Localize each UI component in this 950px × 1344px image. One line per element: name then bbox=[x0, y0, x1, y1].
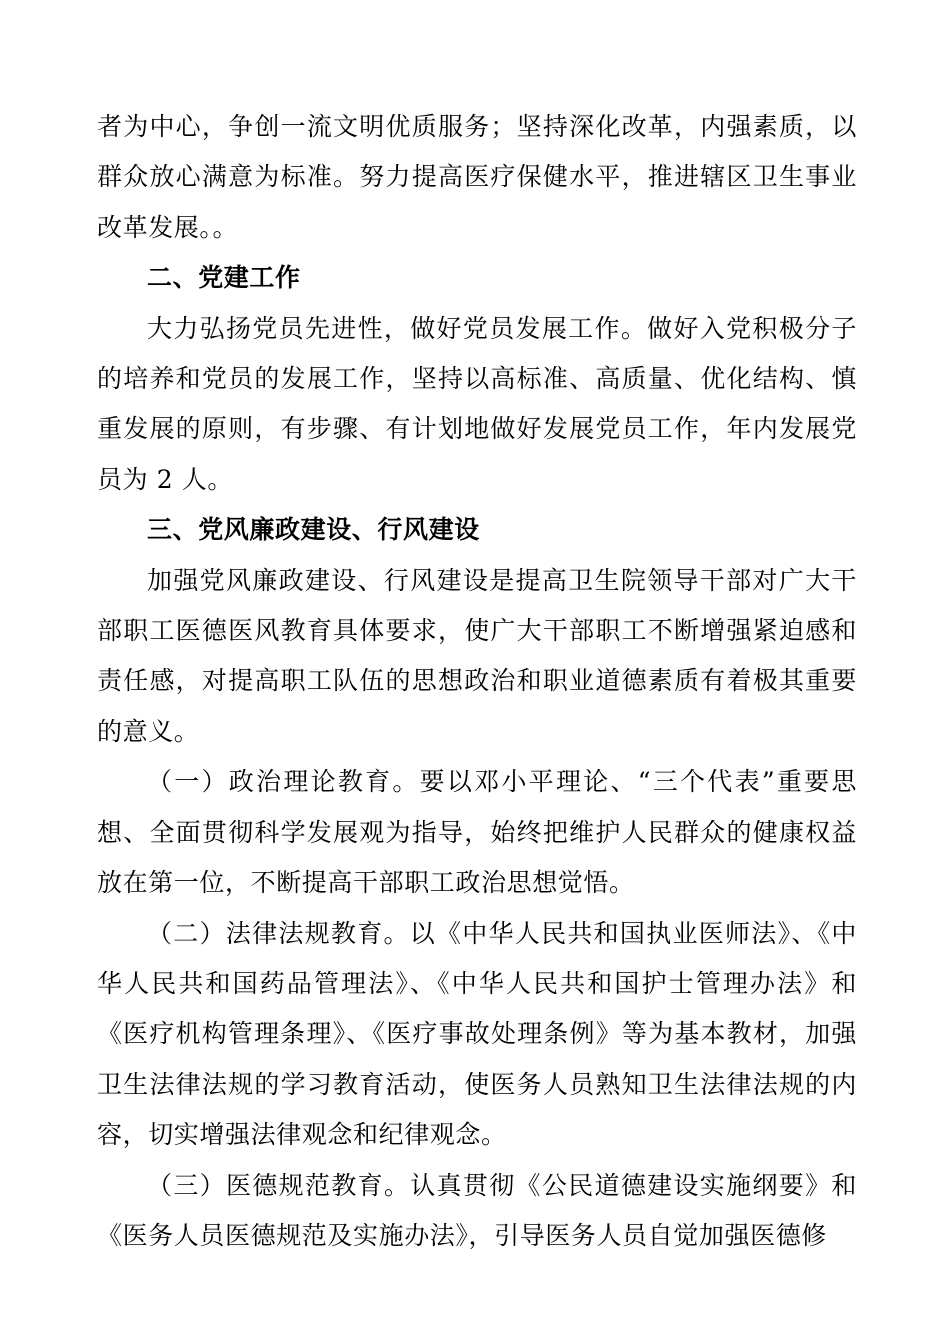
paragraph-law-regulation-education: （二）法律法规教育。以《中华人民共和国执业医师法》、《中华人民共和国药品管理法》、《中华人民共和国护士管理办法》和《医疗机构管理条理》、《医疗事故处理条例》等为基本教材，加强卫生法律法规的学习教育活动，使医务人员熟知卫生法律法规的内容，切实增强法律观念和纪律观念。 bbox=[97, 918, 857, 1150]
paragraph-medical-ethics-education: （三）医德规范教育。认真贯彻《公民道德建设实施纲要》和《医务人员医德规范及实施办法》，引导医务人员自觉加强医德修 bbox=[97, 1170, 857, 1250]
paragraph-continuation: 者为中心，争创一流文明优质服务；坚持深化改革，内强素质，以群众放心满意为标准。努力提高医疗保健水平，推进辖区卫生事业改革发展。。 bbox=[97, 112, 857, 242]
paragraph-political-theory-education: （一）政治理论教育。要以邓小平理论、“三个代表”重要思想、全面贯彻科学发展观为指导，始终把维护人民群众的健康权益放在第一位，不断提高干部职工政治思想觉悟。 bbox=[97, 767, 857, 898]
document-body bbox=[97, 102, 857, 1261]
section-heading-integrity-building: 三、党风廉政建设、行风建设 bbox=[147, 515, 480, 545]
paragraph-integrity-significance: 加强党风廉政建设、行风建设是提高卫生院领导干部对广大干部职工医德医风教育具体要求，使广大干部职工不断增强紧迫感和责任感，对提高职工队伍的思想政治和职业道德素质有着极其重要的意义。 bbox=[97, 565, 857, 746]
paragraph-party-member-development: 大力弘扬党员先进性，做好党员发展工作。做好入党积极分子的培养和党员的发展工作，坚持以高标准、高质量、优化结构、慎重发展的原则，有步骤、有计划地做好发展党员工作，年内发展党员为 2 人。 bbox=[97, 313, 857, 494]
section-heading-party-building: 二、党建工作 bbox=[147, 263, 301, 293]
